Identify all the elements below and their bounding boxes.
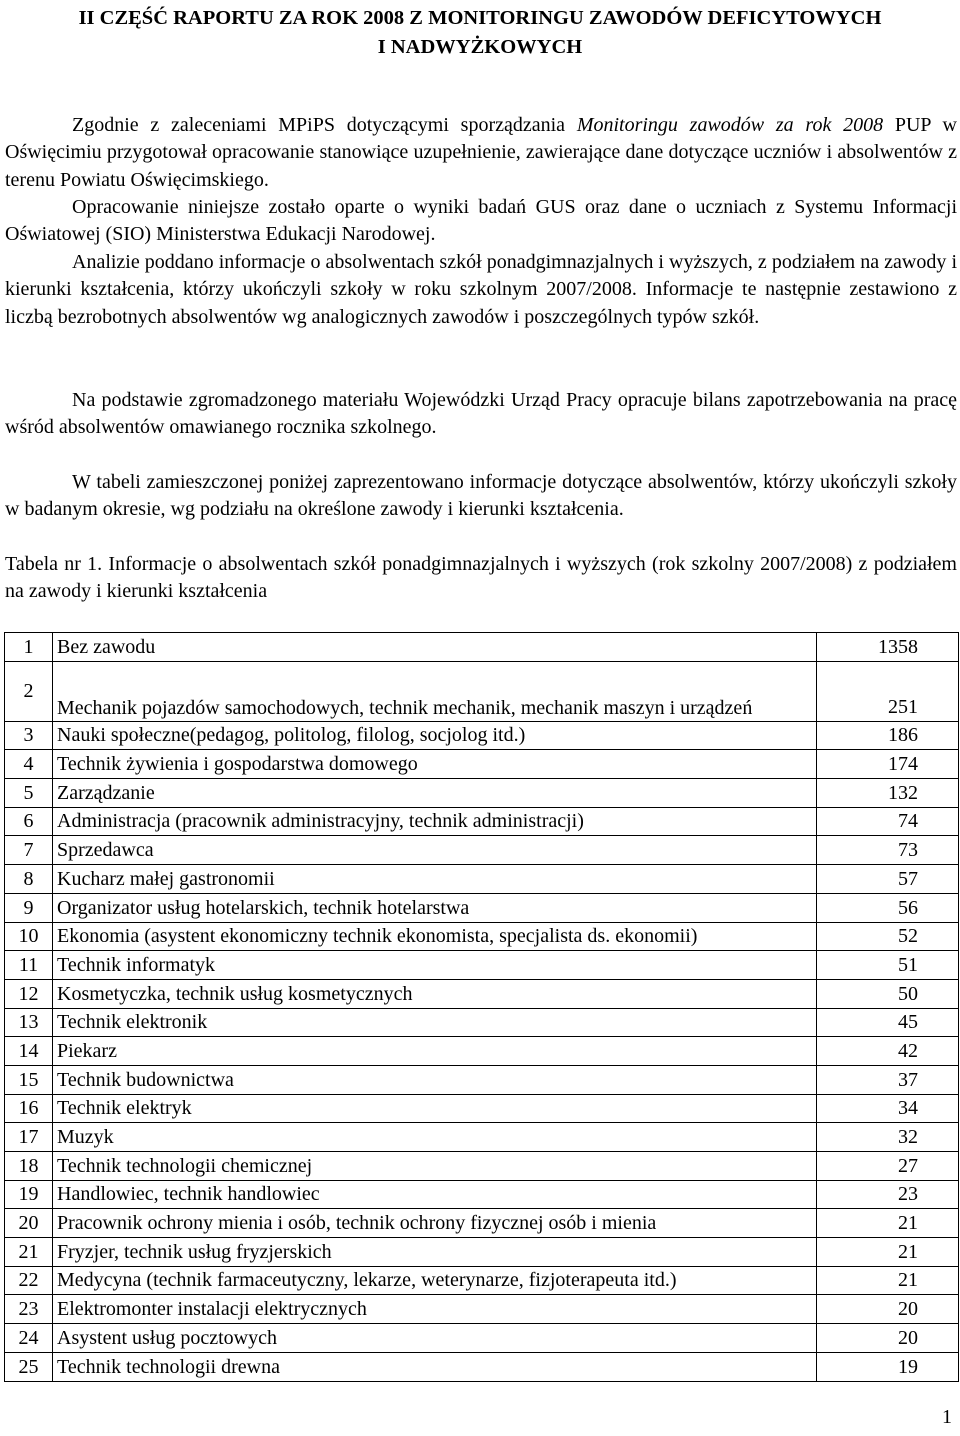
occupation-name: Kucharz małej gastronomii (53, 865, 817, 894)
paragraph-source: Opracowanie niniejsze zostało oparte o wyniki badań GUS oraz dane o uczniach z Systemu Informacji Oświatowej (SIO) Ministerstwa Edukacji Narodowej. (5, 196, 957, 246)
row-number: 16 (5, 1094, 53, 1123)
occupation-name: Pracownik ochrony mienia i osób, technik ochrony fizycznej osób i mienia (53, 1209, 817, 1238)
graduates-count: 21 (817, 1266, 959, 1295)
table-row (5, 836, 959, 865)
page-number: 1 (942, 1406, 952, 1428)
table-row (5, 922, 959, 951)
graduates-count: 27 (817, 1152, 959, 1181)
report-title-line1: II CZĘŚĆ RAPORTU ZA ROK 2008 Z MONITORINGU ZAWODÓW DEFICYTOWYCH (78, 7, 882, 29)
row-number: 23 (5, 1295, 53, 1324)
row-number: 5 (5, 779, 53, 808)
graduates-count: 251 (817, 661, 959, 721)
graduates-count: 32 (817, 1123, 959, 1152)
graduates-table (4, 632, 959, 1382)
row-number: 20 (5, 1209, 53, 1238)
graduates-count: 37 (817, 1065, 959, 1094)
graduates-count: 20 (817, 1324, 959, 1353)
graduates-count: 20 (817, 1295, 959, 1324)
occupation-name: Medycyna (technik farmaceutyczny, lekarze, weterynarze, fizjoterapeuta itd.) (53, 1266, 817, 1295)
occupation-name: Nauki społeczne(pedagog, politolog, filolog, socjolog itd.) (53, 721, 817, 750)
row-number: 24 (5, 1324, 53, 1353)
report-title-line2: I NADWYŻKOWYCH (377, 36, 583, 58)
table-row (5, 1008, 959, 1037)
occupation-name: Handlowiec, technik handlowiec (53, 1180, 817, 1209)
table-caption: Tabela nr 1. Informacje o absolwentach szkół ponadgimnazjalnych i wyższych (rok szkolny 2007/2008) z podziałem na zawody i kierunki kształcenia (5, 553, 957, 603)
occupation-name: Technik technologii chemicznej (53, 1152, 817, 1181)
row-number: 14 (5, 1037, 53, 1066)
graduates-count: 21 (817, 1209, 959, 1238)
graduates-count: 174 (817, 750, 959, 779)
paragraph-intro-b: PUP w Oświęcimiu przygotował opracowanie stanowiące uzupełnienie, zawierające dane dotyczące uczniów i absolwentów z terenu Powiatu Oświęcimskiego. (5, 114, 958, 191)
occupation-name: Technik budownictwa (53, 1065, 817, 1094)
table-row (5, 979, 959, 1008)
row-number: 4 (5, 750, 53, 779)
row-number: 19 (5, 1180, 53, 1209)
row-number: 1 (5, 633, 53, 662)
table-row (5, 750, 959, 779)
graduates-count: 45 (817, 1008, 959, 1037)
occupation-name: Administracja (pracownik administracyjny, technik administracji) (53, 807, 817, 836)
paragraph-intro (5, 112, 957, 194)
occupation-name: Technik informatyk (53, 951, 817, 980)
row-number: 9 (5, 893, 53, 922)
row-number: 10 (5, 922, 53, 951)
occupation-name: Sprzedawca (53, 836, 817, 865)
row-number: 18 (5, 1152, 53, 1181)
paragraph-analysis: Analizie poddano informacje o absolwentach szkół ponadgimnazjalnych i wyższych, z podziałem na zawody i kierunki kształcenia, którzy ukończyli szkoły w roku szkolnym 2007/2008. Informacje te następnie zestawiono z liczbą bezrobotnych absolwentów wg analogicznych zawodów i poszczególnych typów szkół. (5, 251, 957, 328)
occupation-name: Technik elektronik (53, 1008, 817, 1037)
graduates-count: 74 (817, 807, 959, 836)
graduates-count: 34 (817, 1094, 959, 1123)
row-number: 17 (5, 1123, 53, 1152)
row-number: 13 (5, 1008, 53, 1037)
graduates-count: 56 (817, 893, 959, 922)
occupation-name: Asystent usług pocztowych (53, 1324, 817, 1353)
table-row (5, 633, 959, 662)
graduates-count: 23 (817, 1180, 959, 1209)
table-row (5, 1094, 959, 1123)
graduates-count: 19 (817, 1352, 959, 1381)
row-number: 6 (5, 807, 53, 836)
row-number: 21 (5, 1238, 53, 1267)
table-row (5, 1324, 959, 1353)
table-row (5, 1123, 959, 1152)
graduates-count: 73 (817, 836, 959, 865)
graduates-count: 42 (817, 1037, 959, 1066)
table-row (5, 1352, 959, 1381)
table-row (5, 1238, 959, 1267)
row-number: 8 (5, 865, 53, 894)
occupation-name: Piekarz (53, 1037, 817, 1066)
table-row (5, 721, 959, 750)
graduates-count: 51 (817, 951, 959, 980)
report-title (0, 4, 960, 62)
row-number: 22 (5, 1266, 53, 1295)
graduates-count: 52 (817, 922, 959, 951)
occupation-name: Mechanik pojazdów samochodowych, technik mechanik, mechanik maszyn i urządzeń (53, 661, 817, 721)
graduates-table-body (5, 633, 959, 1382)
paragraph-balance: Na podstawie zgromadzonego materiału Wojewódzki Urząd Pracy opracuje bilans zapotrzebowania na pracę wśród absolwentów omawianego rocznika szkolnego. (5, 389, 957, 439)
table-row (5, 1037, 959, 1066)
row-number: 12 (5, 979, 53, 1008)
table-row (5, 661, 959, 721)
occupation-name: Technik żywienia i gospodarstwa domowego (53, 750, 817, 779)
occupation-name: Organizator usług hotelarskich, technik hotelarstwa (53, 893, 817, 922)
graduates-table-wrapper (4, 632, 959, 1382)
occupation-name: Bez zawodu (53, 633, 817, 662)
occupation-name: Kosmetyczka, technik usług kosmetycznych (53, 979, 817, 1008)
table-row (5, 951, 959, 980)
table-row (5, 865, 959, 894)
table-row (5, 1152, 959, 1181)
row-number: 11 (5, 951, 53, 980)
occupation-name: Technik elektryk (53, 1094, 817, 1123)
row-number: 25 (5, 1352, 53, 1381)
row-number: 15 (5, 1065, 53, 1094)
occupation-name: Fryzjer, technik usług fryzjerskich (53, 1238, 817, 1267)
graduates-count: 1358 (817, 633, 959, 662)
paragraph-table-intro: W tabeli zamieszczonej poniżej zaprezentowano informacje dotyczące absolwentów, którzy ukończyli szkoły w badanym okresie, wg podziału na określone zawody i kierunki kształcenia. (5, 471, 957, 521)
row-number: 2 (5, 661, 53, 721)
graduates-count: 57 (817, 865, 959, 894)
table-row (5, 893, 959, 922)
row-number: 7 (5, 836, 53, 865)
paragraph-intro-italic: Monitoringu zawodów za rok 2008 (576, 114, 884, 136)
occupation-name: Technik technologii drewna (53, 1352, 817, 1381)
table-row (5, 779, 959, 808)
occupation-name: Elektromonter instalacji elektrycznych (53, 1295, 817, 1324)
table-row (5, 1209, 959, 1238)
graduates-count: 186 (817, 721, 959, 750)
row-number: 3 (5, 721, 53, 750)
graduates-count: 50 (817, 979, 959, 1008)
table-row (5, 807, 959, 836)
occupation-name: Muzyk (53, 1123, 817, 1152)
table-row (5, 1065, 959, 1094)
occupation-name: Zarządzanie (53, 779, 817, 808)
table-row (5, 1180, 959, 1209)
paragraph-intro-a: Zgodnie z zaleceniami MPiPS dotyczącymi sporządzania (72, 114, 577, 136)
occupation-name: Ekonomia (asystent ekonomiczny technik ekonomista, specjalista ds. ekonomii) (53, 922, 817, 951)
graduates-count: 132 (817, 779, 959, 808)
table-row (5, 1266, 959, 1295)
table-row (5, 1295, 959, 1324)
graduates-count: 21 (817, 1238, 959, 1267)
